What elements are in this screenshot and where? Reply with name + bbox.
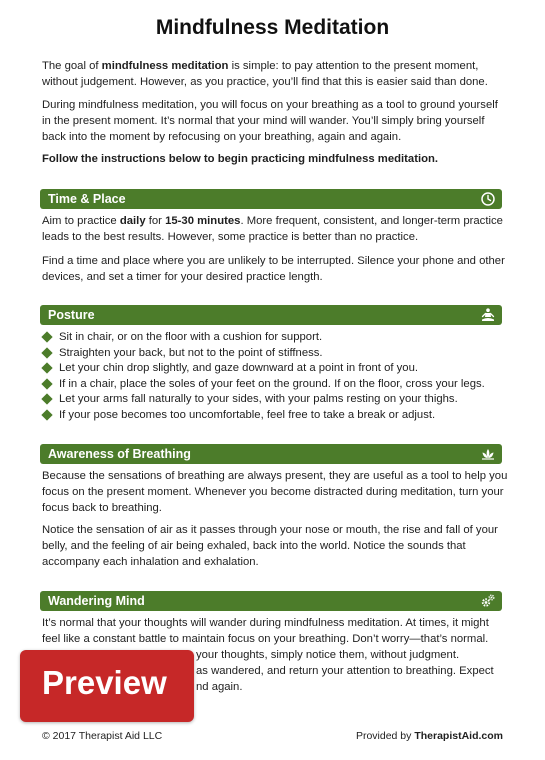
section-title: Wandering Mind xyxy=(48,594,145,608)
diamond-bullet-icon xyxy=(41,409,52,420)
posture-list xyxy=(42,330,508,424)
list-item: Sit in chair, or on the floor with a cushion for support. xyxy=(42,330,508,346)
section-title: Posture xyxy=(48,308,95,322)
list-item: Let your arms fall naturally to your sides, with your palms resting on your thighs. xyxy=(42,392,508,408)
diamond-bullet-icon xyxy=(41,347,52,358)
time-place-paragraph-daily: Aim to practice daily for 15-30 minutes. More frequent, consistent, and longer-term practice leads to the best results. However, some practice is better than no practice. xyxy=(42,215,503,243)
wandering-text-line: nd again. xyxy=(196,681,243,693)
preview-badge: Preview xyxy=(20,650,194,722)
section-header-wandering xyxy=(40,591,502,611)
section-header-breathing xyxy=(40,444,502,464)
section-title: Time & Place xyxy=(48,192,126,206)
clock-icon xyxy=(480,191,496,207)
list-item: Straighten your back, but not to the point of stiffness. xyxy=(42,346,508,362)
intro-paragraph-goal: The goal of mindfulness meditation is simple: to pay attention to the present moment, without judgement. However, as you practice, you’ll find that this is easier said than done. xyxy=(42,60,488,88)
list-item: Let your chin drop slightly, and gaze downward at a point in front of you. xyxy=(42,361,508,377)
intro-paragraph-breathing: During mindfulness meditation, you will focus on your breathing as a tool to ground yourself in the present moment. It’s normal that your mind will wander. You’ll simply bring yourself back into the moment by refocusing on your breathing, again and again. xyxy=(42,99,498,143)
list-item: If your pose becomes too uncomfortable, feel free to take a break or adjust. xyxy=(42,408,508,424)
wandering-text-line: as wandered, and return your attention to breathing. Expect xyxy=(196,665,494,677)
diamond-bullet-icon xyxy=(41,394,52,405)
lotus-icon xyxy=(480,446,496,462)
breathing-paragraph-sensation: Notice the sensation of air as it passes through your nose or mouth, the rise and fall of your belly, and the feeling of air being exhaled, back into the world. Notice the sounds that accompany each inhalation and exhalation. xyxy=(42,524,498,568)
page-title: Mindfulness Meditation xyxy=(155,16,390,39)
meditating-person-icon xyxy=(480,307,496,323)
intro-instructions: Follow the instructions below to begin practicing mindfulness meditation. xyxy=(42,153,439,165)
provider-footer: Provided by TherapistAid.com xyxy=(355,730,503,742)
time-place-paragraph-location: Find a time and place where you are unlikely to be interrupted. Silence your phone and other devices, and set a timer for your desired practice length. xyxy=(42,255,505,283)
gears-icon xyxy=(480,593,496,609)
wandering-text-line: your thoughts, simply notice them, without judgment. xyxy=(196,649,460,661)
breathing-paragraph-focus: Because the sensations of breathing are always present, they are useful as a tool to help you focus on the present moment. Whenever you become distracted during meditation, turn your focus back to breathing. xyxy=(42,470,508,514)
diamond-bullet-icon xyxy=(41,363,52,374)
diamond-bullet-icon xyxy=(41,331,52,342)
list-item: If in a chair, place the soles of your feet on the ground. If on the floor, cross your legs. xyxy=(42,377,508,393)
copyright-footer: © 2017 Therapist Aid LLC xyxy=(42,730,163,742)
wandering-paragraph: It’s normal that your thoughts will wander during mindfulness meditation. At times, it might feel like a constant battle to maintain focus on your breathing. Don’t worry—that’s normal. xyxy=(42,617,489,645)
section-header-time-place xyxy=(40,189,502,209)
section-title: Awareness of Breathing xyxy=(48,447,191,461)
section-header-posture xyxy=(40,305,502,325)
diamond-bullet-icon xyxy=(41,378,52,389)
